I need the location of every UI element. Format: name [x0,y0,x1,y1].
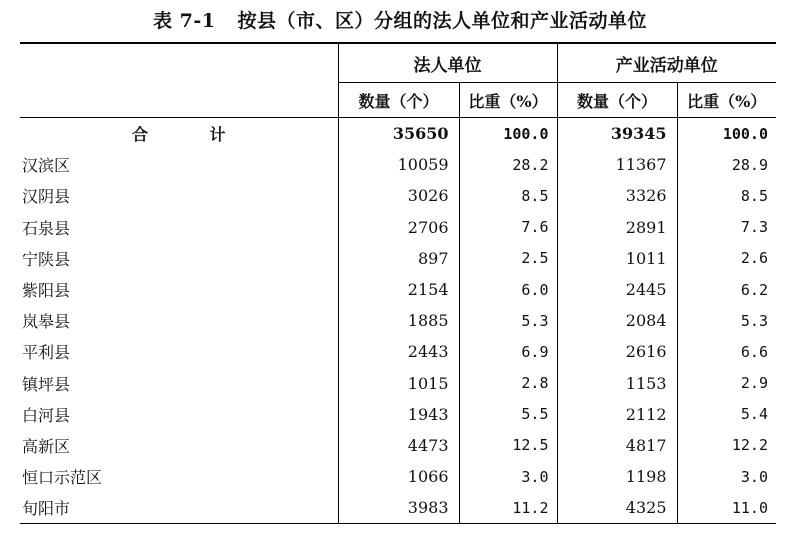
activity-ratio: 11.0 [677,492,776,524]
legal-count: 2706 [338,212,459,243]
legal-count: 2154 [338,274,459,305]
table-row [20,399,776,430]
header-row-groups [20,43,776,83]
activity-ratio: 28.9 [677,149,776,180]
activity-ratio: 8.5 [677,180,776,211]
activity-ratio: 6.2 [677,274,776,305]
header-activity-ratio: 比重（%） [677,83,776,118]
table-title [0,6,800,33]
table-row [20,305,776,336]
region-name: 白河县 [22,405,71,425]
header-legal-count: 数量（个） [338,83,459,118]
legal-ratio: 6.9 [459,336,557,367]
table-row [20,336,776,367]
legal-ratio: 6.0 [459,274,557,305]
table-row [20,430,776,461]
legal-count: 897 [338,243,459,274]
activity-count: 4325 [557,492,677,524]
legal-ratio: 12.5 [459,430,557,461]
legal-ratio: 28.2 [459,149,557,180]
header-legal-units: 法人单位 [338,43,557,83]
activity-ratio: 3.0 [677,461,776,492]
legal-ratio: 3.0 [459,461,557,492]
activity-count: 2616 [557,336,677,367]
legal-ratio: 11.2 [459,492,557,524]
activity-ratio: 5.4 [677,399,776,430]
region-name: 汉阴县 [22,187,71,207]
legal-ratio: 2.5 [459,243,557,274]
legal-count: 3026 [338,180,459,211]
region-name: 宁陕县 [22,249,71,269]
table-row [20,212,776,243]
activity-count: 4817 [557,430,677,461]
activity-count: 2445 [557,274,677,305]
total-activity-ratio: 100.0 [677,118,776,150]
legal-count: 3983 [338,492,459,524]
activity-ratio: 2.6 [677,243,776,274]
activity-ratio: 7.3 [677,212,776,243]
activity-count: 1153 [557,368,677,399]
header-activity-count: 数量（个） [557,83,677,118]
header-legal-ratio: 比重（%） [459,83,557,118]
total-row [20,118,776,150]
activity-count: 1011 [557,243,677,274]
activity-count: 3326 [557,180,677,211]
table-number: 表 7-1 [153,10,216,32]
total-label: 合 计 [131,125,254,145]
region-name: 紫阳县 [22,281,71,301]
region-name: 汉滨区 [22,156,71,176]
activity-count: 2112 [557,399,677,430]
legal-count: 1943 [338,399,459,430]
activity-count: 11367 [557,149,677,180]
region-name: 石泉县 [22,218,71,238]
activity-count: 1198 [557,461,677,492]
activity-ratio: 2.9 [677,368,776,399]
region-name: 恒口示范区 [22,468,103,488]
header-activity-units: 产业活动单位 [557,43,776,83]
table-row [20,243,776,274]
table-row [20,149,776,180]
region-name: 旬阳市 [20,492,338,524]
legal-count: 2443 [338,336,459,367]
region-name: 岚皋县 [22,312,71,332]
activity-count: 2891 [557,212,677,243]
legal-count: 1885 [338,305,459,336]
table-row [20,492,776,524]
total-activity-count: 39345 [557,118,677,150]
table-row [20,274,776,305]
activity-ratio: 5.3 [677,305,776,336]
statistics-table [20,42,776,524]
legal-ratio: 5.5 [459,399,557,430]
activity-count: 2084 [557,305,677,336]
header-region [20,43,338,118]
legal-count: 1015 [338,368,459,399]
legal-ratio: 8.5 [459,180,557,211]
region-name: 镇坪县 [22,374,71,394]
region-name: 高新区 [22,436,71,456]
legal-ratio: 5.3 [459,305,557,336]
activity-ratio: 6.6 [677,336,776,367]
legal-count: 4473 [338,430,459,461]
table-row [20,461,776,492]
legal-ratio: 2.8 [459,368,557,399]
total-legal-count: 35650 [338,118,459,150]
activity-ratio: 12.2 [677,430,776,461]
table-row [20,368,776,399]
table-caption: 按县（市、区）分组的法人单位和产业活动单位 [237,10,647,32]
total-legal-ratio: 100.0 [459,118,557,150]
table-row [20,180,776,211]
legal-ratio: 7.6 [459,212,557,243]
legal-count: 10059 [338,149,459,180]
legal-count: 1066 [338,461,459,492]
region-name: 平利县 [22,343,71,363]
